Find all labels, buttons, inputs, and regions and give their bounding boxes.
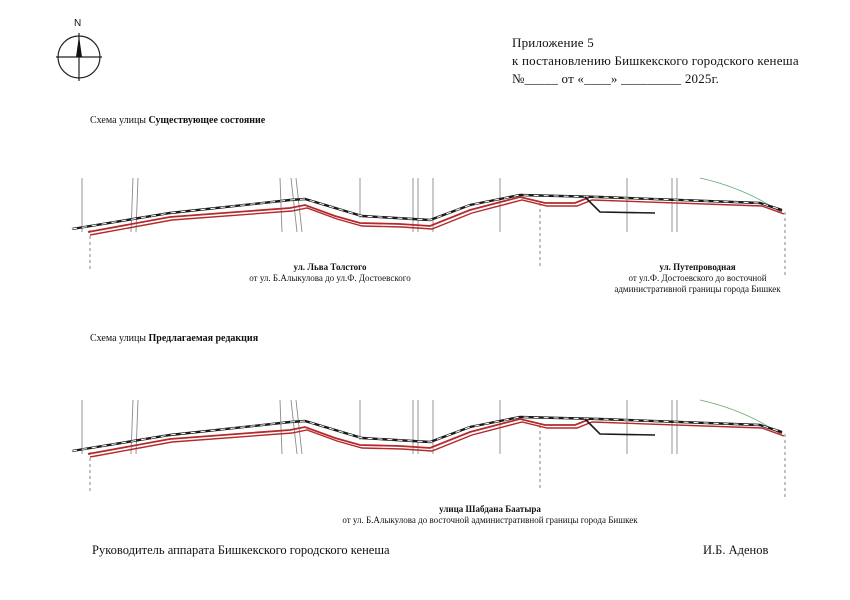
resolution-number-date: №_____ от «____» _________ 2025г.: [512, 71, 720, 86]
existing-road-edge-upper: [88, 197, 782, 232]
proposed-green-boundary-line: [700, 400, 782, 435]
scheme-proposed-caption: Схема улицы Предлагаемая редакция: [90, 333, 259, 344]
existing-cross-street-line: [291, 178, 297, 232]
resolution-reference: к постановлению Бишкекского городского кенеша: [512, 53, 799, 68]
existing-cross-street-line: [280, 178, 282, 232]
existing-green-boundary-line: [700, 178, 782, 213]
signatory-position: Руководитель аппарата Бишкекского городского кенеша: [92, 543, 390, 557]
proposed-cross-street-line: [280, 400, 282, 454]
street2-label: ул. Путепроводная от ул.Ф. Достоевского до восточной административной границы города Бишкек: [614, 262, 781, 294]
proposed-street-label: улица Шабдана Баатыра от ул. Б.Алыкулова до восточной административной границы города Бишкек: [342, 504, 638, 525]
compass-north-label: N: [74, 18, 82, 29]
street1-label: ул. Льва Толстого от ул. Б.Алыкулова до ул.Ф. Достоевского: [249, 262, 411, 283]
appendix-number: Приложение 5: [512, 35, 594, 50]
signatory-name: И.Б. Аденов: [703, 543, 769, 557]
proposed-road-edge-upper: [88, 419, 782, 454]
proposed-cross-street-line: [291, 400, 297, 454]
scheme-existing-caption: Схема улицы Существующее состояние: [90, 115, 266, 126]
